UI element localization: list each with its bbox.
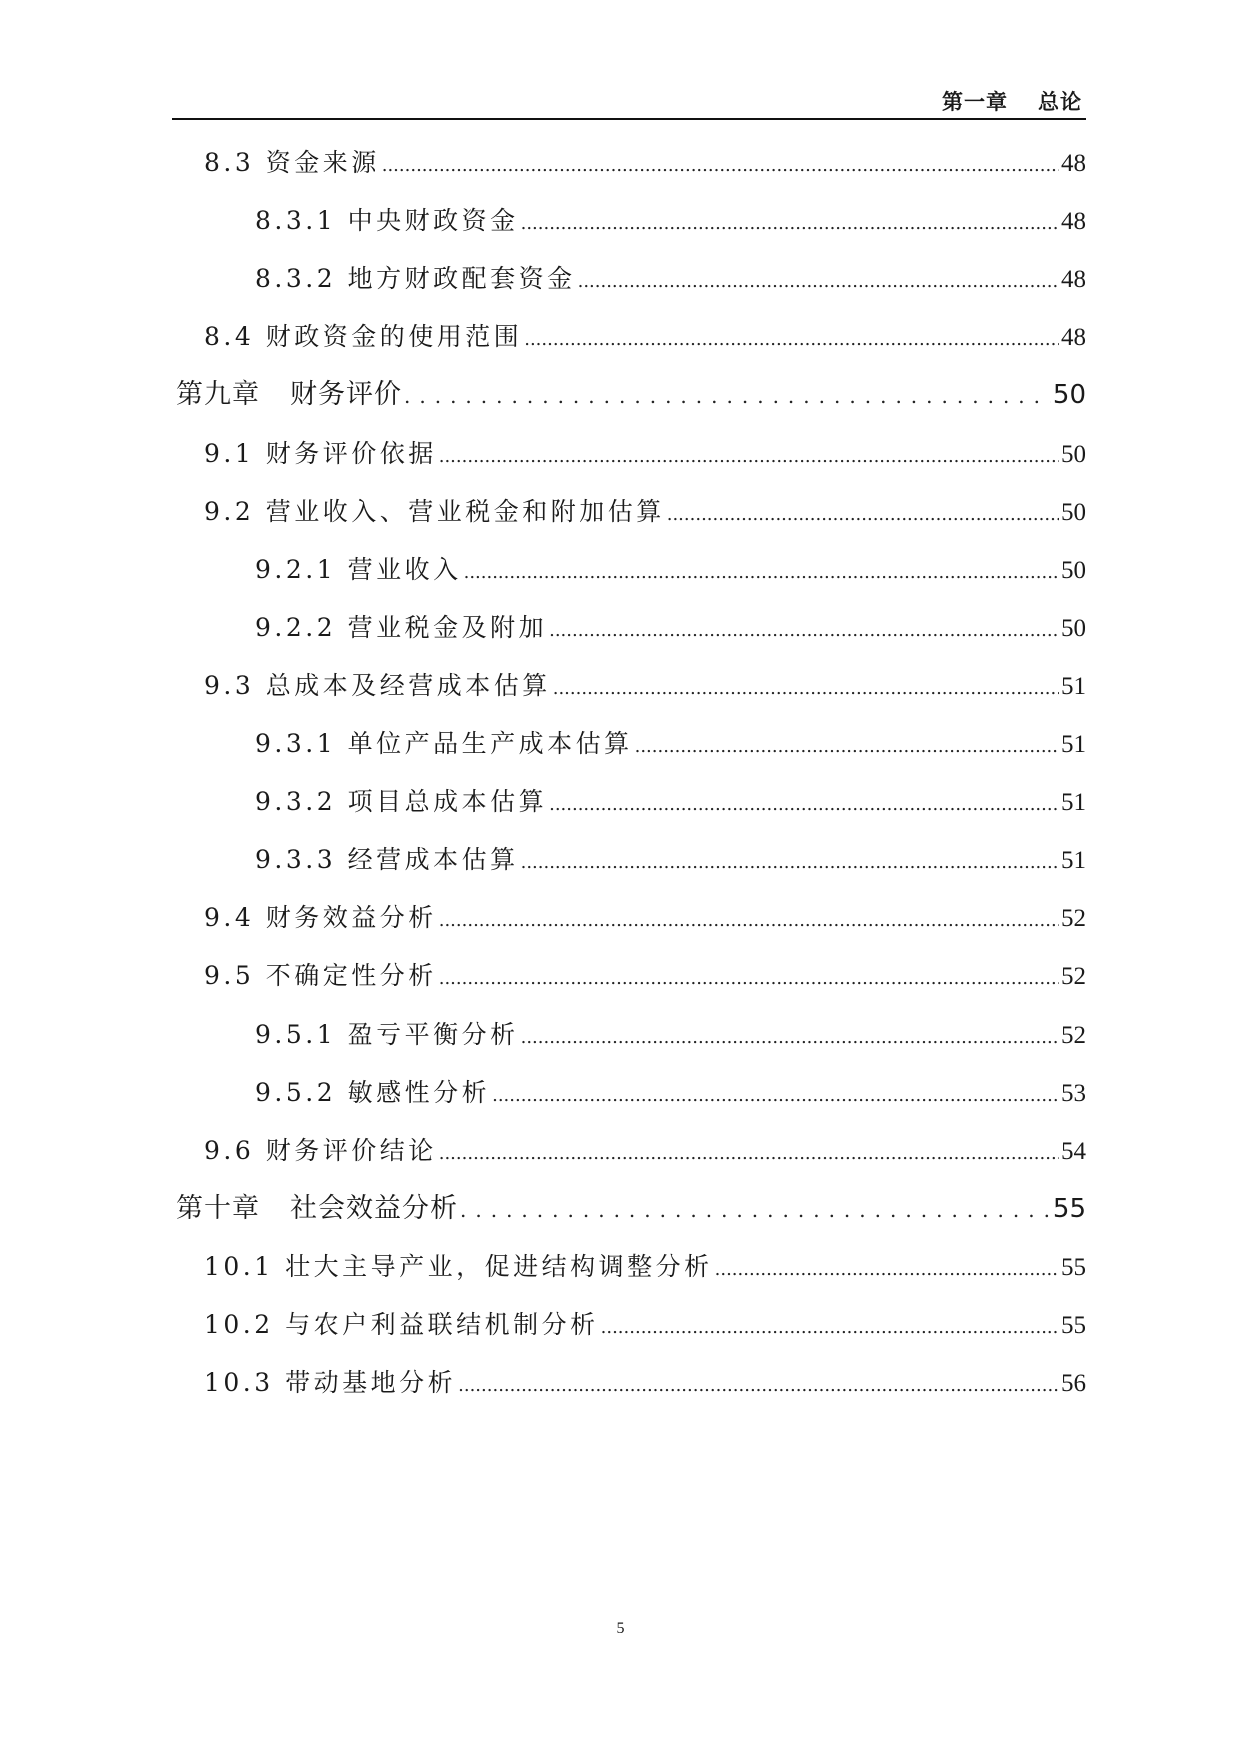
toc-entry-title: 敏感性分析 [347,1077,491,1107]
toc-entry[interactable] [204,898,1086,938]
toc-dot-leader [667,495,1059,535]
toc-entry-title: 社会效益分析 [290,1192,458,1224]
toc-entry-number: 10.3 [204,1368,274,1398]
toc-entry-label [176,375,402,415]
toc-dot-leader [578,262,1059,302]
toc-entry-label [204,317,522,357]
toc-entry-page: 48 [1061,208,1086,236]
toc-entry-gap [274,1252,285,1281]
toc-entry-number: 9.6 [204,1135,255,1165]
toc-entry-gap [274,1368,285,1397]
page-header [172,86,1086,120]
toc-entry-label [204,143,380,183]
toc-entry-label [204,492,665,532]
toc-entry-label [255,1015,519,1055]
toc-entry[interactable] [255,840,1086,880]
toc-entry-gap [254,322,265,351]
toc-dot-leader [715,1250,1059,1290]
toc-entry-title: 带动基地分析 [285,1368,457,1398]
toc-dot-leader [601,1308,1059,1348]
toc-entry-label [255,840,519,880]
toc-dot-leader [492,1076,1059,1116]
toc-entry-number: 8.3.1 [255,206,337,236]
toc-entry-page: 50 [1052,380,1086,411]
toc-entry-title: 地方财政配套资金 [347,264,576,294]
toc-entry-title: 财务效益分析 [265,903,437,933]
page-number: 5 [616,1620,625,1637]
toc-entry-gap [336,264,347,293]
toc-entry-number: 9.2 [204,496,255,526]
toc-entry[interactable] [204,666,1086,706]
toc-entry-label [204,1363,456,1403]
toc-entry-label [255,201,519,241]
toc-entry-number: 9.5 [204,961,255,991]
toc-entry[interactable] [255,1015,1086,1055]
toc-dot-leader [439,1134,1059,1174]
toc-entry-label [204,666,551,706]
toc-entry-number: 8.3.2 [255,264,337,294]
toc-entry-number: 9.2.1 [255,554,337,584]
toc-entry-page: 48 [1061,324,1086,352]
toc-dot-leader [458,1366,1059,1406]
toc-entry-title: 总成本及经营成本估算 [265,670,551,700]
toc-entry-number: 10.1 [204,1251,274,1281]
toc-entry[interactable] [255,724,1086,764]
toc-entry[interactable] [204,317,1086,357]
toc-entry-page: 48 [1061,266,1086,294]
toc-entry[interactable] [255,782,1086,822]
toc-entry-page: 50 [1061,614,1086,642]
toc-entry-title: 盈亏平衡分析 [347,1019,519,1049]
toc-entry-page: 54 [1061,1137,1086,1165]
toc-entry-gap [254,439,265,468]
toc-entry-number: 9.3.3 [255,845,337,875]
toc-entry-label [204,434,437,474]
toc-entry-gap [254,1136,265,1165]
toc-entry-gap [336,555,347,584]
toc-entry-label [176,1189,458,1229]
toc-entry-label [204,1247,713,1287]
toc-entry-page: 53 [1061,1079,1086,1107]
toc-entry-page: 51 [1061,731,1086,758]
toc-entry-gap [254,148,265,177]
toc-chapter-entry[interactable] [176,375,1086,415]
toc-entry-page: 52 [1061,1021,1086,1049]
toc-entry-number: 9.3 [204,670,255,700]
toc-dot-leader [439,959,1059,999]
toc-entry-title: 财政资金的使用范围 [265,322,523,352]
toc-entry-label [204,956,437,996]
toc-dot-leader [635,727,1059,767]
toc-entry-title: 资金来源 [265,148,380,177]
toc-entry-title: 壮大主导产业，促进结构调整分析 [285,1251,713,1281]
toc-dot-leader [549,785,1059,825]
toc-entry-number: 8.3 [204,148,255,177]
toc-entry-number: 9.2.2 [255,612,337,642]
toc-entry-title: 营业税金及附加 [347,612,548,642]
toc-entry-number: 9.5.2 [255,1077,337,1107]
toc-entry-title: 中央财政资金 [347,206,519,236]
toc-entry-title: 营业收入 [347,554,462,584]
toc-entry-title: 经营成本估算 [347,845,519,875]
toc-entry-number: 9.3.2 [255,787,337,817]
toc-entry-number: 第十章 [176,1192,260,1224]
toc-entry-label [255,1073,490,1113]
toc-entry-gap [254,903,265,932]
toc-entry-gap [274,1310,285,1339]
toc-entry-number: 8.4 [204,322,255,352]
toc-dot-leader [549,611,1059,651]
toc-entry-number: 9.1 [204,438,255,468]
toc-entry[interactable] [255,1073,1086,1113]
toc-entry-title: 与农户利益联结机制分析 [285,1310,599,1339]
toc-entry[interactable] [204,143,1086,183]
toc-entry-gap [254,961,265,990]
toc-entry-page: 55 [1061,1253,1086,1281]
toc-entry-label [255,259,576,299]
toc-entry-page: 50 [1061,556,1086,584]
toc-dot-leader [404,376,1051,416]
toc-dot-leader [521,1018,1059,1058]
toc-entry-label [255,550,462,590]
toc-entry[interactable] [255,608,1086,648]
toc-chapter-entry[interactable] [176,1189,1086,1229]
toc-entry-gap [336,613,347,642]
toc-entry-title: 财务评价结论 [265,1135,437,1165]
toc-entry-gap [336,729,347,758]
toc-dot-leader [460,1190,1051,1230]
header-chapter-title: 总论 [1038,90,1082,114]
toc-entry[interactable] [204,956,1086,996]
toc-entry-label [255,724,633,764]
toc-entry[interactable] [204,1247,1086,1287]
toc-entry-number: 9.4 [204,903,255,933]
toc-entry-gap [336,206,347,235]
toc-entry-page: 50 [1061,440,1086,468]
toc-dot-leader [382,146,1059,186]
toc-entry-label [204,1305,599,1345]
toc-entry[interactable] [204,1363,1086,1403]
toc-dot-leader [553,669,1059,709]
toc-entry[interactable] [204,1131,1086,1171]
toc-entry-page: 56 [1061,1370,1086,1398]
toc-entry-title: 不确定性分析 [265,961,437,991]
toc-entry-number: 第九章 [176,379,260,411]
toc-entry-title: 项目总成本估算 [347,787,548,817]
toc-entry[interactable] [255,550,1086,590]
toc-entry-gap [254,497,265,526]
toc-entry-page: 52 [1061,905,1086,933]
toc-entry-title: 财务评价依据 [265,438,437,468]
toc-entry[interactable] [204,434,1086,474]
toc-entry-title: 财务评价 [290,379,402,411]
toc-entry-gap [336,845,347,874]
toc-entry-gap [336,1078,347,1107]
toc-entry-gap [254,671,265,700]
toc-dot-leader [524,320,1059,360]
toc-entry-number: 9.3.1 [255,729,337,758]
toc-dot-leader [521,843,1059,883]
toc-entry[interactable] [255,259,1086,299]
toc-entry-page: 51 [1061,789,1086,817]
toc-entry-label [204,898,437,938]
toc-dot-leader [439,437,1059,477]
toc-entry-page: 48 [1061,150,1086,177]
toc-entry-title: 营业收入、营业税金和附加估算 [265,496,665,526]
toc-entry[interactable] [204,1305,1086,1345]
toc-entry-number: 9.5.1 [255,1019,337,1049]
toc-entry-number: 10.2 [204,1310,274,1339]
toc-entry[interactable] [204,492,1086,532]
toc-dot-leader [439,901,1059,941]
header-chapter-num: 第一章 [942,90,1008,114]
toc-entry-label [255,608,547,648]
toc-entry-gap [336,787,347,816]
toc-entry-page: 55 [1061,1312,1086,1339]
toc-entry-title: 单位产品生产成本估算 [347,729,633,758]
toc-entry-page: 51 [1061,672,1086,700]
toc-entry-page: 52 [1061,963,1086,991]
toc-entry-label [255,782,547,822]
toc-entry-page: 50 [1061,498,1086,526]
toc-dot-leader [464,553,1059,593]
toc-entry-gap [336,1020,347,1049]
toc-entry-page: 55 [1052,1193,1086,1224]
toc-entry[interactable] [255,201,1086,241]
toc-dot-leader [521,204,1059,244]
toc-entry-label [204,1131,437,1171]
toc-entry-page: 51 [1061,847,1086,875]
